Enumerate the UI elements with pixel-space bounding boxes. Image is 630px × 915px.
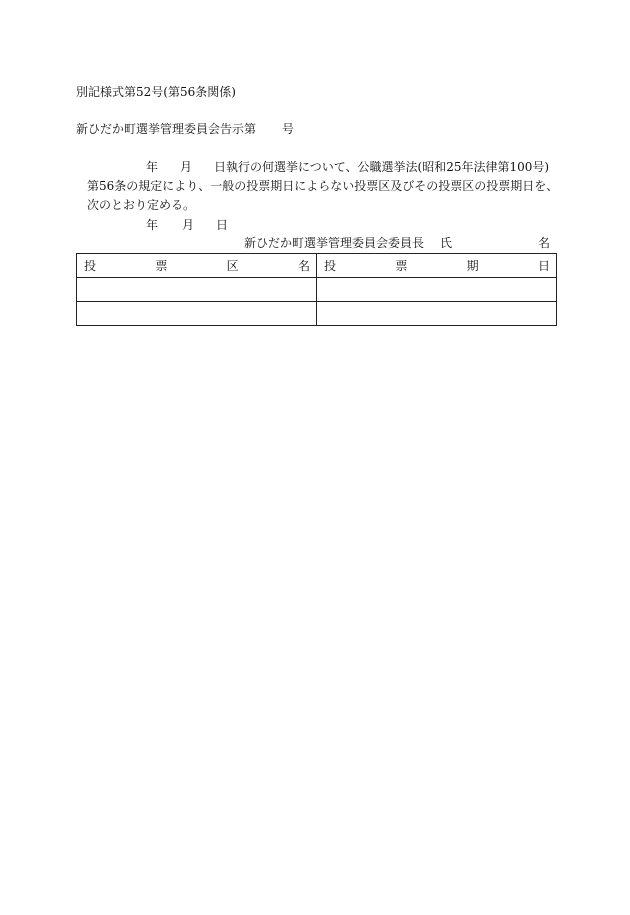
form-number: 別記様式第52号(第56条関係) <box>76 85 236 99</box>
body-line-3: 次のとおり定める。 <box>87 198 196 212</box>
date-year: 年 <box>146 218 159 232</box>
date-month: 月 <box>182 218 195 232</box>
table-cell <box>317 278 557 302</box>
header-char: 区 <box>226 258 239 273</box>
table-row <box>77 278 557 302</box>
table-cell <box>317 302 557 326</box>
header-char: 名 <box>297 258 310 273</box>
table-cell <box>77 302 317 326</box>
table-header-row <box>77 254 557 278</box>
header-char: 票 <box>395 258 408 273</box>
signature-line <box>244 236 550 250</box>
signature-name-last: 名 <box>538 236 551 250</box>
body-line-1 <box>146 160 549 174</box>
date-line <box>146 218 228 232</box>
body-line-2: 第56条の規定により、一般の投票期日によらない投票区及びその投票区の投票期日を、 <box>87 179 559 193</box>
signature-name-first: 氏 <box>440 236 453 250</box>
header-char: 期 <box>466 258 479 273</box>
header-char: 票 <box>155 258 168 273</box>
header-char: 投 <box>324 258 337 273</box>
notice-prefix: 新ひだか町選挙管理委員会告示第 <box>76 122 257 136</box>
date-day: 日 <box>216 218 229 232</box>
body-year: 年 <box>146 160 159 174</box>
header-polling-district <box>77 254 317 278</box>
polling-schedule-table <box>76 253 557 326</box>
header-char: 投 <box>84 258 97 273</box>
signature-title: 新ひだか町選挙管理委員会委員長 <box>244 236 425 250</box>
header-polling-date <box>317 254 557 278</box>
table-row <box>77 302 557 326</box>
notice-number-line <box>76 122 294 136</box>
table-cell <box>77 278 317 302</box>
body-line1-rest: 日執行の何選挙について、公職選挙法(昭和25年法律第100号) <box>214 160 550 174</box>
header-char: 日 <box>537 258 550 273</box>
body-month: 月 <box>180 160 193 174</box>
notice-suffix: 号 <box>282 122 295 136</box>
